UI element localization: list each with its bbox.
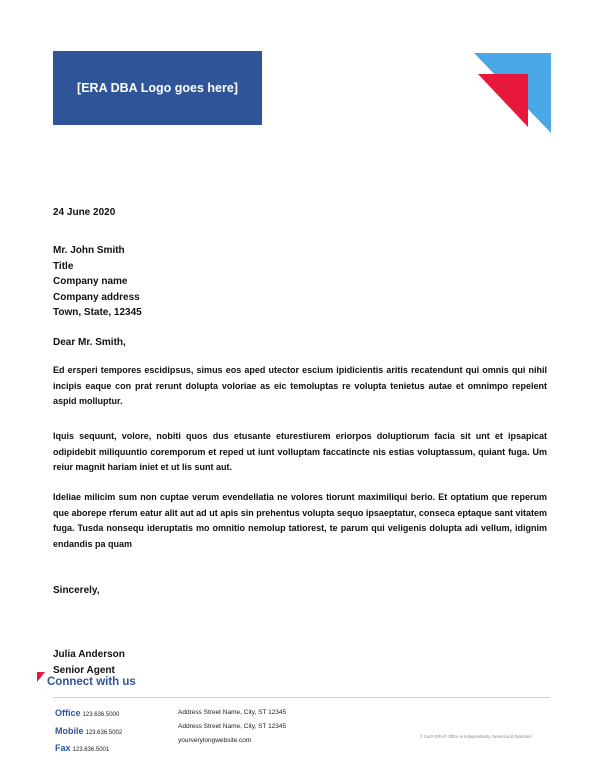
website-link[interactable]: yourverylongwebsite.com	[178, 737, 252, 744]
logo-placeholder	[53, 51, 262, 125]
corner-triangles-graphic	[470, 52, 552, 134]
connect-heading: Connect with us	[47, 676, 136, 688]
contact-label: Office	[55, 708, 81, 718]
address-line-2: Address Street Name, City, ST 12345	[178, 723, 287, 730]
contact-list	[55, 705, 122, 758]
recipient-company: Company name	[53, 276, 128, 287]
signer-title: Senior Agent	[53, 664, 115, 676]
logo-placeholder-text: [ERA DBA Logo goes here]	[77, 81, 238, 95]
body-paragraph-3: Ideliae milicim sum non cuptae verum evendellatia ne volores tiorunt maximiliqui berio. Et optatium que reperum que aborepe rferum eatur alit aut ad ut apis sin prehentus volupta sequo ipsaeptatur, conseca eptaque sant vitatem fuga. Tusda nonsequ ideruptatis mo omnitio nemolup tatiorest, te parum qui veligenis dolupta adi vellum, idignim endandis pa quam	[53, 492, 547, 549]
contact-number[interactable]: 123.636.5000	[82, 712, 120, 718]
closing: Sincerely,	[53, 585, 100, 596]
recipient-town: Town, State, 12345	[53, 307, 142, 318]
contact-mobile	[55, 723, 122, 741]
recipient-address: Company address	[53, 291, 140, 303]
contact-office	[55, 705, 122, 723]
letter-date: 24 June 2020	[53, 207, 116, 218]
recipient-name: Mr. John Smith	[53, 245, 125, 256]
contact-number[interactable]: 123.636.5001	[72, 747, 110, 753]
contact-fax	[55, 740, 122, 758]
salutation: Dear Mr. Smith,	[53, 337, 126, 348]
body-paragraph-2: Iquis sequunt, volore, nobiti quos dus etusante eturestiurem eriorpos doluptiorum facia sit unt et ipsapicat odipidebit miliquuntio coremporum et reped ut iunt volluptam faccatincte nis estias voluptassum, quiant fuga. Um reiur magnit hariam iniet et ut lis sunt aut.	[53, 431, 547, 472]
contact-number[interactable]: 123.636.5002	[85, 729, 123, 736]
contact-label: Fax	[55, 743, 71, 753]
signature-block	[53, 647, 125, 678]
body-paragraph-1: Ed ersperi tempores escidipsus, simus eos aped utector escium ipidicientis aritis recatendunt qui omnis qui nihil incipis eaque con prat rerunt dolupta voloriae as eic temoluptas re volupta tenietus autae et omnimpo repelent aspid molluptur.	[53, 365, 547, 406]
corner-red-triangle	[478, 74, 528, 127]
signer-name: Julia Anderson	[53, 649, 125, 660]
address-list	[178, 706, 286, 748]
recipient-block	[53, 243, 142, 321]
recipient-title: Title	[53, 260, 74, 272]
address-line-1: Address Street Name, City, ST 12345	[178, 709, 287, 716]
connect-accent-icon	[37, 672, 45, 682]
contact-label: Mobile	[55, 725, 84, 736]
footer-disclaimer: © Each ERA® Office is Independently Owned and Operated	[420, 734, 532, 739]
footer-divider	[53, 697, 550, 698]
